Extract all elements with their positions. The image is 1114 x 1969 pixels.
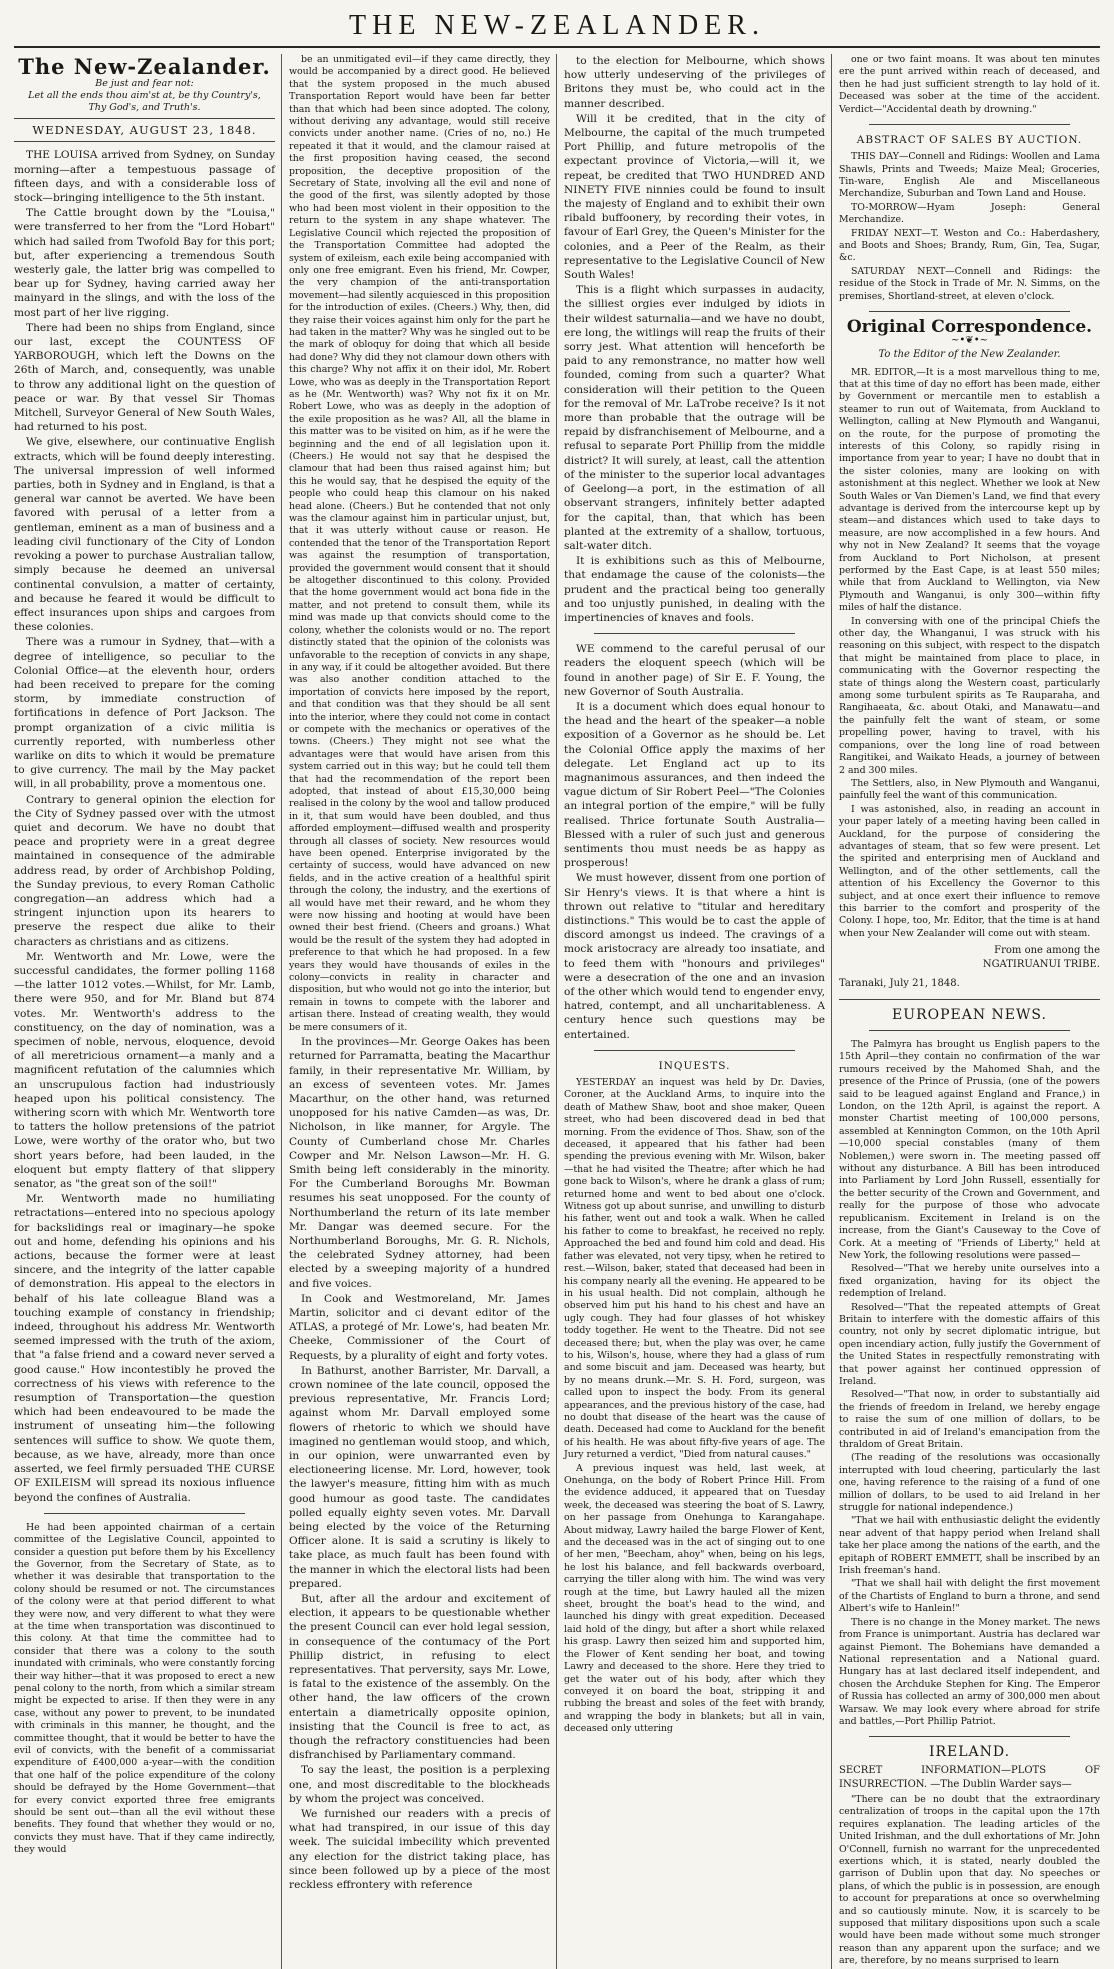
article-paragraph: Mr. Wentworth and Mr. Lowe, were the successful candidates, the former polling 1168—the latter 1012 votes.—Whilst, for Mr. Lamb, there were 950, and for Mr. Bland but 874 votes. Mr. Wentworth's address to the constituency, on the day of nomination, was a specimen of noble, nervous, eloquence, devoid of all meretricious ornament—a manly and a magnificent refutation of the calumnies which an unscrupulous faction had industriously heaped upon his political consistency. The withering scorn with which Mr. Wentworth tore to tatters the hollow pretensions of the patriot Lowe, were worthy of the orator who, but two short years before, had been lauded, in the eloquent but empty flattery of that slippery senator, as "the great son of the soil!" <box>14 950 275 1191</box>
column-4 <box>839 54 1100 1969</box>
letter-paragraph: I was astonished, also, in reading an account in your paper lately of a meeting having been called in Auckland, for the purpose of considering the advantages of steam, that so few were present. Let the spirited and enterprising men of Auckland and Wellington, and of the other settlements, call the attention of his Excellency the Governor to this subject, and at once exert their influence to remove this barrier to the comfort and prosperity of the Colony. I hope, too, Mr. Editor, that the time is at hand when your New Zealander will come out with steam. <box>839 803 1100 939</box>
inquest-paragraph: YESTERDAY an inquest was held by Dr. Davies, Coroner, at the Auckland Arms, to inquire into the death of Mathew Shaw, boot and shoe maker, Queen street, who had been discovered dead in bed that morning. From the evidence of Thos. Shaw, son of the deceased, it appeared that his father had been spending the previous evening with Mr. Wilson, baker—that he had visited the Theatre; after which he had gone back to Wilson's, where he drank a glass of rum; returned home and went to bed about one o'clock. Witness got up about sunrise, and unwilling to disturb his father, went out and took a walk. When he called his father to come to breakfast, he received no reply. Approached the bed and found him cold and dead. His father was elevated, not very tipsy, when he retired to rest.—Wilson, baker, stated that deceased had been in his company nearly all the evening. He appeared to be in his usual health. Did not complain, although he observed him put his hand to his chest and have an ugly cough. They had four glasses of hot whiskey toddy together. He went to the Theatre. Did not see deceased there; but, when the play was over, he came to his, Wilson's, house, where they had a glass of rum and some biscuit and jam. Deceased was hearty, but by no means drunk.—Mr. S. H. Ford, surgeon, was called upon to inspect the body. From its general appearances, and the previous history of the case, had no doubt that disease of the heart was the cause of death. Deceased had come to Auckland for the benefit of his health. He was about fifty-five years of age. The Jury returned a verdict, "Died from natural causes." <box>564 1077 825 1461</box>
col3-paragraphs-b <box>564 642 825 1042</box>
letter-paragraphs <box>839 367 1100 941</box>
article-paragraph: In Bathurst, another Barrister, Mr. Darvall, a crown nominee of the late council, opposed the previous representative, Mr. Francis Lord; against whom Mr. Darvall employed some flowers of rhetoric to which we should have imagined no gentleman would stoop, and which, in our opinion, were unwarranted even by electioneering license. Mr. Lord, however, took the lawyer's measure, fitting him with as much good humour as good taste. The candidates polled equally eighty seven votes. Mr. Darvall being elected by the voice of the Returning Officer alone. It is said a scrutiny is likely to take place, as much fault has been found with the manner in which the electoral lists had been prepared. <box>289 1364 550 1590</box>
inquests-heading: INQUESTS. <box>658 1059 731 1072</box>
quoted-paragraph: be an unmitigated evil—if they came directly, they would be accompanied by a direct good. He believed that the system proposed in the much abused Transportation Report would have been far better than that which had been since adopted. The colony, without deriving any advantage, would still receive convicts under another name. (Cries of no, no.) He repeated it that it would, and the clamour raised at the first proposition having ceased, the second proposition, the deceptive proposition of the Secretary of State, involving all the evil and none of the good of the first, was silently adopted by those who had been most violent in their opposition to the return to the system in any shape whatever. The Legislative Council which rejected the proposition of the Transportation Committee had adopted the system of exileism, each exile being accompanied with only one free emigrant. Even his friend, Mr. Cowper, the very champion of the anti-transportation movement—had silently acquiesced in this proposition for the introduction of exiles. (Cheers.) Why, then, did they raise their voices against him only for the part he had taken in the matter? Why was he singled out to be the mark of obloquy for doing that which all beside had done? Why did they not clamour down others with this charge? Why not affix it on their idol, Mr. Robert Lowe, who was as deeply in the Transportation Report as he (Mr. Wentworth) was? Why not fix it on Mr. Robert Lowe, who was as deeply in the adoption of the exile proposition as he was? All, all the blame in this matter was to be visited on him, as if he were the beginning and the end of all legislation upon it. (Cheers.) He would not say that he despised the clamour that had been thus raised against him; but this he would say, that he despised the equity of the people who could heap this clamour on his naked head alone. (Cheers.) But he contended that not only was the clamour against him in particular unjust, but, that it was utterly without cause or reason. He contended that the tenor of the Transportation Report was against the resumption of transportation, provided the government would consent that it should be altogether discontinued to this colony. Provided that the home government would act bona fide in the matter, and not pretend to consult them, while its mind was made up that convicts should come to the colony, whether the colonists would or no. The report distinctly stated that the opinion of the colonists was unfavorable to the reception of convicts in any shape, in any way, if it could be altogether avoided. But there was also another condition attached to the importation of convicts here imposed by the report, and that condition was that they should be all sent into the interior, where they could not come in contact or compete with the mechanics or operatives of the towns. (Cheers.) They might not see what the advantages were that would have arisen from this system carried out in this way; but he could tell them that had the recommendation of the report been adopted, that instead of about £15,30,000 being realised in the colony by the wool and tallow produced in it, that sum would have been doubled, and thus afforded employment—diffused wealth and prosperity through all classes of society. New resources would have been opened. Enterprise invigorated by the certainty of success, would have advanced on new fields, and in the active creation of a healthful spirit through the colony, the industry, and the exertions of all would have met their reward, and he whom they were now hissing and hooting at would have been owned their best friend. (Cheers and groans.) What would be the result of the system they had adopted in preference to that which he had proposed. In a few years they would have thousands of exiles in the colony—convicts in reality in character and disposition, but who would not go into the interior, but remain in towns to compete with the laborer and artisan there. Instead of creating wealth, they would be mere consumers of it. <box>289 54 550 1033</box>
article-paragraph: WE commend to the careful perusal of our readers the eloquent speech (which will be found in another page) of Sir E. F. Young, the new Governor of South Australia. <box>564 643 825 698</box>
article-paragraph: To say the least, the position is a perplexing one, and most discreditable to the blockheads by whom the project was conceived. <box>289 1764 550 1805</box>
divider <box>869 311 1070 312</box>
motto <box>14 78 275 119</box>
news-paragraph: The Palmyra has brought us English papers to the 15th April—they contain no confirmation of the war rumours received by the Mahomed Shah, and the presence of the Prince of Prussia, (one of the powers said to be leagued against England and France,) in London, on the 12th April, is against the report. A monster Chartist meeting of 100,000 persons, assembled at Kennington Common, on the 10th April—10,000 special constables (many of them Noblemen,) were sworn in. The meeting passed off without any disturbance. A Bill has been introduced into Parliament by Lord John Russell, essentially for the better security of the Crown and Government, and really for the purpose of those who advocate republicanism. Excitement in Ireland is on the increase, from the Giant's Causeway to the Cove of Cork. At a meeting of "Friends of Liberty," held at New York, the following resolutions were passed— <box>839 1039 1100 1261</box>
news-paragraph: "That we shall hail with delight the first movement of the Chartists of England to burn a throne, and send Albert's wife to Hanlein!" <box>839 1578 1100 1615</box>
divider <box>839 999 1100 1000</box>
letter-paragraph: In conversing with one of the principal Chiefs the other day, the Whanganui, I was struck with his reasoning on this subject, with respect to the dispatch that might be maintained from place to place, in communicating with the Governor respecting the state of things along the Western coast, particularly among some turbulent spirits as Te Rauparaha, and Rangihaeata, &c. about Otaki, and Manawatu—and the painfully felt the want of steam, or some propelling power, having to travel, with his companions, over the long line of road between Rangitikei, and Waikato Heads, a journey of between 2 and 300 miles. <box>839 615 1100 776</box>
sale-item: FRIDAY NEXT—T. Weston and Co.: Haberdashery, and Boots and Shoes; Brandy, Rum, Gin, Tea, Sugar, &c. <box>839 227 1100 264</box>
news-paragraph: Resolved—"That we hereby unite ourselves into a fixed organization, having for its object the redemption of Ireland. <box>839 1263 1100 1300</box>
news-paragraph: (The reading of the resolutions was occasionally interrupted with loud cheering, particularly the last one, having reference to the raising of a fund of one million of dollars, to be used to aid Ireland in her struggle for national independence.) <box>839 1452 1100 1514</box>
article-paragraph: to the election for Melbourne, which shows how utterly undeserving of the privileges of Britons they must be, who could act in the manner described. <box>564 55 825 110</box>
col3-small-paragraphs <box>564 1077 825 1736</box>
letter-paragraph: The Settlers, also, in New Plymouth and Wanganui, painfully feel the want of this communication. <box>839 777 1100 802</box>
ireland-intro: —The Dublin Warder says— <box>930 1778 1072 1790</box>
column-1 <box>14 54 275 1969</box>
place-date: Taranaki, July 21, 1848. <box>839 977 960 989</box>
sale-item: THIS DAY—Connell and Ridings: Woollen and Lama Shawls, Prints and Tweeds; Maize Meal; Groceries, Tin-ware, English Ale and Miscellaneous Merchandize, Suburban and Town Land and House. <box>839 151 1100 200</box>
european-heading: EUROPEAN NEWS. <box>892 1006 1047 1023</box>
divider <box>869 124 1070 125</box>
motto-line: Be just and fear not: <box>95 78 194 90</box>
signature <box>839 944 1100 972</box>
col1-paragraphs <box>14 148 275 1504</box>
ireland-heading: IRELAND. <box>928 1744 1011 1761</box>
signature-line: From one among the <box>994 945 1100 957</box>
news-paragraph: Resolved—"That now, in order to substantially aid the friends of freedom in Ireland, we hereby engage to raise the sum of one million of dollars, to be contributed in aid of Ireland's emancipation from the thraldom of Great Britain. <box>839 1389 1100 1451</box>
ireland-subheading <box>839 1764 1100 1792</box>
article-paragraph: Contrary to general opinion the election for the City of Sydney passed over with the utmost quiet and decorum. We have no doubt that peace and propriety were in a great degree maintained in consequence of the admirable address read, by order of Archbishop Polding, the Sunday previous, to every Roman Catholic congregation—an address which had a stringent injunction upon its hearers to preserve the respect due alike to their characters as christians and as citizens. <box>14 793 275 948</box>
divider <box>594 1050 795 1051</box>
news-paragraph: "That we hail with enthusiastic delight the evidently near advent of that happy period when Ireland shall take her place among the nations of the earth, and the epitaph of ROBERT EMMETT, shall be inscribed by an Irish freeman's hand. <box>839 1515 1100 1577</box>
col1-small-paragraphs <box>14 1522 275 1857</box>
motto-line: Let all the ends thou aim'st at, be thy Country's, <box>28 90 261 102</box>
article-paragraph: In the provinces—Mr. George Oakes has been returned for Parramatta, beating the Macarthur family, in their representative Mr. William, by an excess of seventeen votes. Mr. James Macarthur, on the other hand, was returned unopposed for his native Camden—as was, Dr. Nicholson, in like manner, for Argyle. The County of Cumberland chose Mr. Charles Cowper and Mr. Nelson Lawson—Mr. H. G. Smith being left considerably in the minority. For the Cumberland Boroughs Mr. Bowman resumes his seat unopposed. For the county of Northumberland the return of its late member Mr. Dangar was deemed secure. For the Northumberland Boroughs, Mr. G. R. Nichols, the celebrated Sydney attorney, had been elected by a sweeping majority of a hundred and five voices. <box>289 1036 550 1290</box>
inquest-end: one or two faint moans. It was about ten minutes ere the punt arrived within reach of deceased, and then he had just sufficient strength to lay hold of it. Deceased was sober at the time of the accident. Verdict—"Accidental death by drowning." <box>839 54 1100 115</box>
col3-paragraphs-a <box>564 54 825 625</box>
motto-line: Thy God's, and Truth's. <box>88 102 201 114</box>
article-paragraph: The Cattle brought down by the "Louisa," were transferred to her from the "Lord Hobart" which had sailed from Twofold Bay for this port; but, after experiencing a tremendous South westerly gale, the latter brig was compelled to bear up for Sydney, having carried away her mainyard in the slings, and with the loss of the most part of her live rigging. <box>14 207 275 319</box>
divider <box>44 1513 245 1514</box>
divider <box>869 1030 1070 1031</box>
sales-list <box>839 151 1100 303</box>
article-paragraph: It is a document which does equal honour to the head and the heart of the speaker—a noble exposition of a Governor as he should be. Let the Colonial Office apply the maxims of her delegate. Let England act up to its magnanimous assurances, and then indeed the vague dictum of Sir Robert Peel—"The Colonies an integral portion of the empire," will be fully realised. Thrice fortunate South Australia—Blessed with a ruler of such just and generous sentiments thou must needs be as happy as prosperous! <box>564 700 825 870</box>
flourish-icon: ~•❦•~ <box>951 335 988 347</box>
masthead: THE NEW-ZEALANDER. <box>14 8 1100 48</box>
divider <box>594 633 795 634</box>
quoted-paragraph: He had been appointed chairman of a certain committee of the Legislative Council, appointed to consider a question put before them by his Excellency the Governor, from the Secretary of State, as to whether it was desirable that transportation to the colony should be resumed or not. The circumstances of the colony were at that period different to what they were now, and very different to what they were at the time when transportation was discontinued to this colony. At that time the committee had to consider that there was a colony to the south inundated with criminals, who were constantly forcing their way hither—that it was proposed to erect a new penal colony to the north, from which a similar stream might be expected to arise. If then they were in any case, without any power to prevent, to be inundated with criminals in this manner, he thought, and the committee thought, that it would be better to have the evil of convicts, with the benefit of a commissariat expenditure of £400,000 a-year—with the condition that one half of the police expenditure of the colony should be defrayed by the Home Government—that for every convict exported three free emigrants should be sent out—than all the evil without these benefits. They found that whether they would or no, convicts they must have. That if they came indirectly, they would <box>14 1521 275 1856</box>
sale-item: SATURDAY NEXT—Connell and Ridings: the residue of the Stock in Trade of Mr. N. Simms, on the premises, Shortland-street, at eleven o'clock. <box>839 265 1100 302</box>
sale-item: TO-MORROW—Hyam Joseph: General Merchandize. <box>839 201 1100 226</box>
article-paragraph: We give, elsewhere, our continuative English extracts, which will be found deeply interesting. The universal impression of well informed parties, both in Sydney and in England, is that a general war cannot be averted. We have been favored with perusal of a letter from a gentleman, eminent as a man of business and a leading civil functionary of the City of London revoking a power to purchase Australian tallow, simply because he deemed an universal continental convulsion, a matter of certainty, and because he feared it would be difficult to effect insurances upon ships and cargoes from these colonies. <box>14 436 275 634</box>
article-paragraph: There had been no ships from England, since our last, except the COUNTESS OF YARBOROUGH, which left the Downs on the 26th of March, and, consequently, was unable to throw any additional light on the question of peace or war. By that vessel Sir Thomas Mitchell, Surveyor General of New South Wales, had returned to his post. <box>14 321 275 434</box>
letter-paragraph: MR. EDITOR,—It is a most marvellous thing to me, that at this time of day no effort has been made, either by Government or mercantile men to establish a steamer to run out of Waitemata, from Auckland to Wellington, calling at New Plymouth and Wanganui, on the route, for the purpose of promoting the interests of this Colony, so rapidly rising in importance from year to year; I have no doubt that in the sister colonies, many are looking on with astonishment at this neglect. Whether we look at New South Wales or Van Diemen's Land, we find that every advantage is derived from the intercourse kept up by steam—and distances which used to take days to measure, are now accomplished in a few hours. And why not in New Zealand? It seems that the voyage from Auckland to Port Nicholson, at present performed by the East Cape, is at least 550 miles; while that from Auckland to Wellington, via New Plymouth and Wanganui, is only 300—within fifty miles of half the distance. <box>839 366 1100 614</box>
addressee: To the Editor of the New Zealander. <box>878 349 1061 361</box>
col2-paragraphs <box>289 1035 550 1892</box>
article-paragraph: In Cook and Westmoreland, Mr. James Martin, solicitor and ci devant editor of the ATLAS, a protegé of Mr. Lowe's, had beaten Mr. Cheeke, Commissioner of the Court of Requests, by a plurality of eight and forty votes. <box>289 1292 550 1362</box>
inquest-paragraph: A previous inquest was held, last week, at Onehunga, on the body of Robert Prince Hill. From the evidence adduced, it appeared that on Tuesday week, the deceased was steering the boat of S. Lawry, on her passage from Onehunga to Karangahape. About midway, Lawry hailed the barge Flower of Kent, and the deceased was in the act of singing out to one of her men, "Beecham, ahoy" when, being on his legs, he lost his balance, and fell backwards overboard, carrying the tiller along with him. The wind was very rough at the time, but Lawry hauled all the mizen sheet, brought the boat's head to the wind, and launched his dingy with great expedition. Deceased laid hold of the dingy, but after a short while relaxed his grasp. Lawry then seized him and supported him, the Flower of Kent sending her boat, and towing Lawry and deceased to the shore. Here they tried to get the water out of his body, after which they conveyed it on board the boat, stripping it and rubbing the breast and soles of the feet with brandy, and wrapping the body in blankets; but all in vain, deceased only uttering <box>564 1462 825 1735</box>
col2-small-paragraphs <box>289 54 550 1034</box>
column-3 <box>564 54 825 1969</box>
article-paragraph: We must however, dissent from one portion of Sir Henry's views. It is that where a hint is thrown out relative to "titular and hereditary distinctions." This would be to cast the apple of discord amongst us indeed. The cravings of a mock aristocracy are already too insatiate, and to feed them with "honours and privileges" were a desecration of the one and an invasion of the other which would tend to engender envy, hatred, contempt, and all uncharitableness. A century hence such questions may be entertained. <box>564 872 825 1041</box>
dateline: WEDNESDAY, AUGUST 23, 1848. <box>14 119 275 142</box>
article-paragraph: But, after all the ardour and excitement of election, it appears to be questionable whether the present Council can ever hold legal session, in consequence of the contumacy of the Port Phillip district, in refusing to elect representatives. That perversity, says Mr. Lowe, is fatal to the existence of the assembly. On the other hand, the law officers of the crown entertain a diametrically opposite opinion, insisting that the Council is free to act, as though the refractory constituencies had been disfranchised by Parliamentary command. <box>289 1593 550 1762</box>
correspondence-heading: Original Correspondence. <box>846 317 1093 338</box>
article-paragraph: THE LOUISA arrived from Sydney, on Sunday morning—after a tempestuous passage of fifteen days, and with a considerable loss of stock—bringing intelligence to the 5th instant. <box>14 149 275 205</box>
ireland-paragraph: "There can be no doubt that the extraordinary centralization of troops in the capital upon the 17th requires explanation. The leading articles of the United Irishman, and the dull exhortations of Mr. John O'Connell, furnish no warrant for the unprecedented exertions which, it is stated, nearly doubled the garrison of Dublin upon that day. No speeches or plans, of which the public is in possession, are enough to account for preparations at once so overwhelming and so cautiously minute. Now, it is scarcely to be supposed that military dispositions upon such a scale would have been made without some much stronger reason than any apparent upon the surface; and we are, therefore, by no means surprised to learn <box>839 1793 1100 1967</box>
article-paragraph: It is exhibitions such as this of Melbourne, that endamage the cause of the colonists—the prudent and the practical being too generally and too unjustly punished, in dealing with the impertinencies of knaves and fools. <box>564 555 825 624</box>
paper-title: The New-Zealander. <box>18 54 271 79</box>
article-paragraph: Will it be credited, that in the city of Melbourne, the capital of the much trumpeted Port Phillip, and future metropolis of the expectant province of Victoria,—will it, we repeat, be credited that TWO HUNDRED AND NINETY FIVE ninnies could be found to insult the majesty of England and to exhibit their own ribald buffoonery, by recording their votes, in favour of Earl Grey, the Queen's Minister for the colonies, and a Peer of the Realm, as their representative to the Legislative Council of New South Wales! <box>564 112 825 282</box>
article-paragraph: We furnished our readers with a precis of what had transpired, in our issue of this day week. The suicidal imbecility which prevented any election for the district taking place, has since been followed up by a piece of the most reckless effrontery with reference <box>289 1808 550 1892</box>
article-paragraph: Mr. Wentworth made no humiliating retractations—entered into no specious apology for backslidings real or imaginary—he spoke out and home, defending his opinions and his actions, because the former were at least sincere, and the integrity of the latter capable of demonstration. His appeal to the electors in behalf of his late colleague Bland was a touching example of constancy in friendship; indeed, throughout his address Mr. Wentworth seemed impressed with the truth of the axiom, that "a false friend and a coward never served a good cause." How incontestibly he proved the correctness of his views with reference to the resumption of Transportation—the question which had been endeavoured to be made the instrument of unseating him—the following sentences will suffice to show. We quote them, because, as we have, already, more than once asserted, we feel firmly persuaded THE CURSE OF EXILEISM will spread its noxious influence beyond the confines of Australia. <box>14 1193 275 1504</box>
news-paragraph: There is no change in the Money market. The news from France is unimportant. Austria has declared war against Piemont. The Bohemians have demanded a National representation and a National guard. Hungary has at last declared itself independent, and chosen the Archduke Stephen for King. The Emperor of Russia has collected an army of 300,000 men about Warsaw. We may look every where abroad for strife and battles,—Port Phillip Patriot. <box>839 1616 1100 1727</box>
european-paragraphs <box>839 1039 1100 1728</box>
sales-heading: ABSTRACT OF SALES BY AUCTION. <box>856 134 1083 147</box>
news-paragraph: Resolved—"That the repeated attempts of Great Britain to interfere with the domestic affairs of this country, not only by secret diplomatic intrigue, but open incendiary action, fully justify the Government of the United States in respectfully remonstrating with that power against her continued oppression of Ireland. <box>839 1301 1100 1387</box>
column-2 <box>289 54 550 1969</box>
article-paragraph: There was a rumour in Sydney, that—with a degree of intelligence, so peculiar to the Colonial Office—at the eleventh hour, orders had been received to prepare for the coming storm, by immediate construction of fortifications in defence of Port Jackson. The prompt organization of a civic militia is currently reported, with numberless other warlike on dits to which it would be premature to give currency. The mail by the May packet will, in all probability, prove a momentous one. <box>14 636 275 791</box>
columns <box>14 54 1100 1967</box>
signature-line: NGATIRUANUI TRIBE. <box>982 959 1100 971</box>
ireland-subheading-text: SECRET INFORMATION—PLOTS OF INSURRECTION. <box>839 1764 1100 1790</box>
article-paragraph: This is a flight which surpasses in audacity, the silliest orgies ever indulged by idiots in their wildest saturnalia—and we have no doubt, ere long, the witlings will reap the fruits of their sorry jest. What attention will henceforth be paid to any remonstrance, no matter how well founded, coming from such a quarter? What consideration will their petition to the Queen for the removal of Mr. LaTrobe receive? Is it not more than probable that the outrage will be repaid by disfranchisement of Melbourne, and a refusal to separate Port Phillip from the middle district? It will surely, at least, call the attention of the minister to the superior local advantages of Geelong—a port, in the estimation of all observant strangers, infinitely better adapted for the capital, than, that which has been planted at the extremity of a shallow, tortuous, salt-water ditch. <box>564 284 825 552</box>
divider <box>869 1736 1070 1737</box>
